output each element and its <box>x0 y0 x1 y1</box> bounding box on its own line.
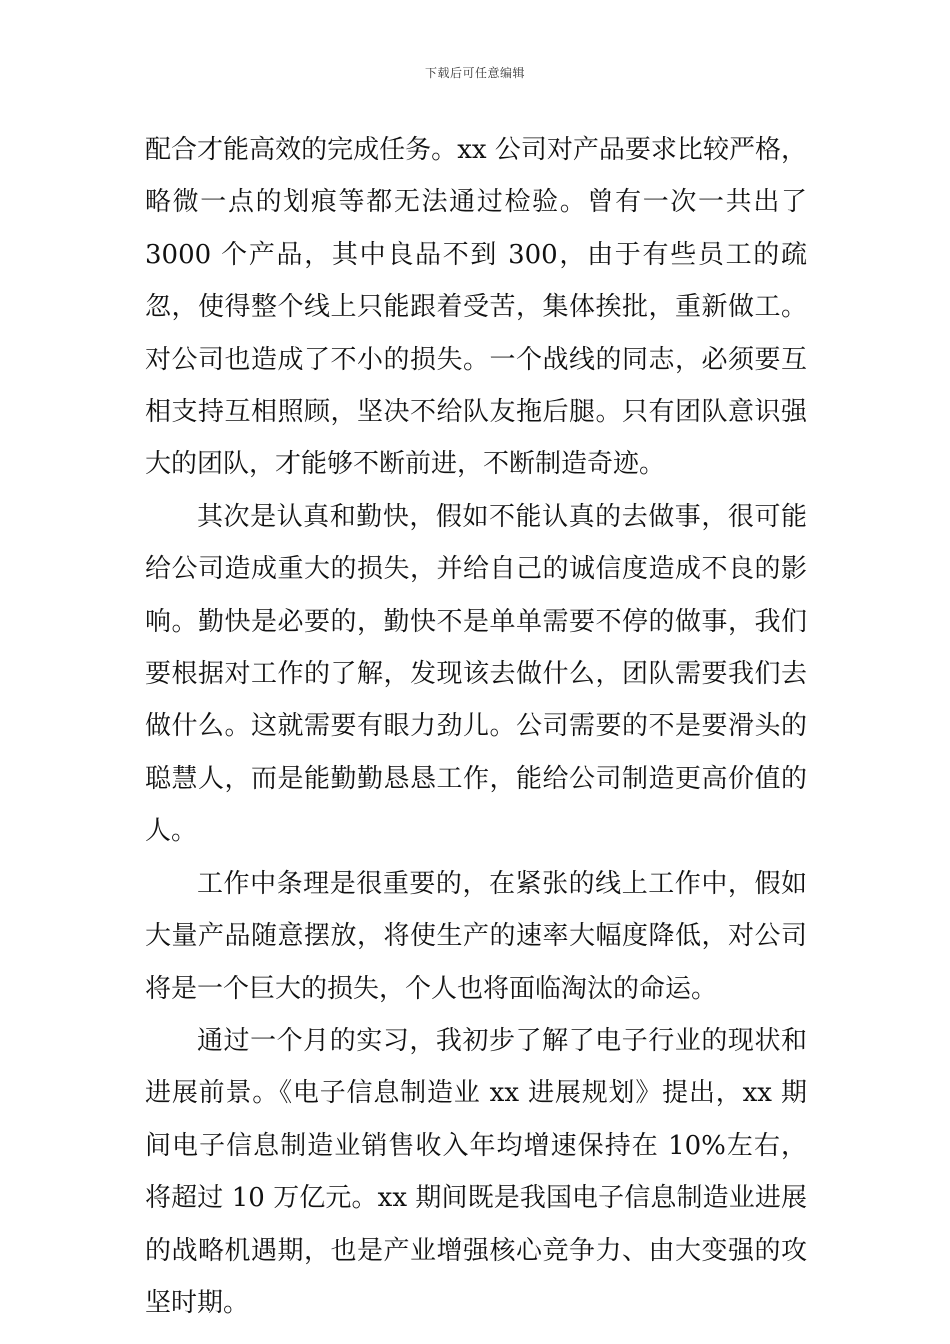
paragraph-industry-outlook: 通过一个月的实习，我初步了解了电子行业的现状和进展前景。《电子信息制造业 xx 进展规划》提出，xx 期间电子信息制造业销售收入年均增速保持在 10%左右，将超过 10 万亿元。xx 期间既是我国电子信息制造业进展的战略机遇期，也是产业增强核心竞争力、由大变强的攻坚时期。 <box>145 1025 807 1318</box>
paragraph-continued: 配合才能高效的完成任务。xx 公司对产品要求比较严格，略微一点的划痕等都无法通过检验。曾有一次一共出了 3000 个产品，其中良品不到 300，由于有些员工的疏忽，使得整个线上只能跟着受苦，集体挨批，重新做工。对公司也造成了不小的损失。一个战线的同志，必须要互相支持互相照顾，坚决不给队友拖后腿。只有团队意识强大的团队，才能够不断前进，不断制造奇迹。 <box>145 135 807 480</box>
document-body <box>145 124 807 1329</box>
paragraph-order: 工作中条理是很重要的，在紧张的线上工作中，假如大量产品随意摆放，将使生产的速率大幅度降低，对公司将是一个巨大的损失，个人也将面临淘汰的命运。 <box>145 868 807 1004</box>
paragraph-diligence: 其次是认真和勤快，假如不能认真的去做事，很可能给公司造成重大的损失，并给自己的诚信度造成不良的影响。勤快是必要的，勤快不是单单需要不停的做事，我们要根据对工作的了解，发现该去做什么，团队需要我们去做什么。这就需要有眼力劲儿。公司需要的不是要滑头的聪慧人，而是能勤勤恳恳工作，能给公司制造更高价值的人。 <box>145 501 807 847</box>
page-header-note: 下载后可任意编辑 <box>424 66 525 80</box>
